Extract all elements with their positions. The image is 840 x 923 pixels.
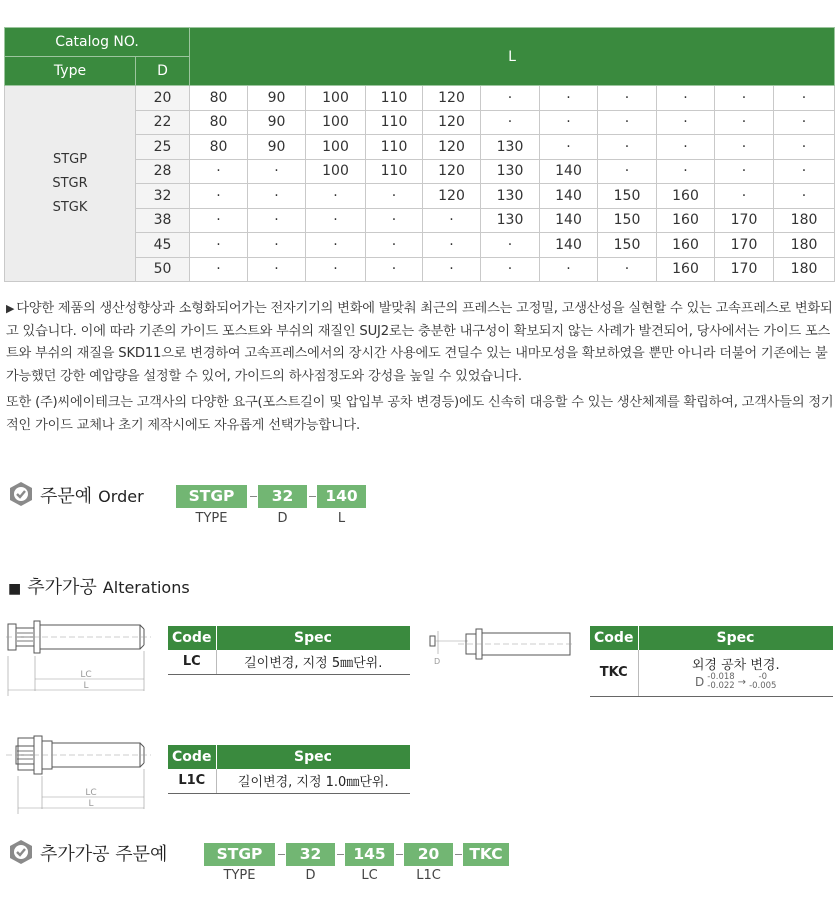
l-value: 130: [481, 208, 540, 233]
d-value: 38: [136, 208, 190, 233]
l-value: 140: [540, 208, 598, 233]
l-value: 120: [423, 86, 481, 111]
l-value: ·: [481, 110, 540, 135]
l-value: ·: [423, 233, 481, 258]
type-label: STGP: [52, 151, 88, 167]
lc-code: LC: [168, 650, 216, 674]
tkc-dim-label: D: [434, 657, 441, 666]
l-value: 160: [657, 257, 715, 282]
l-value: 100: [306, 86, 366, 111]
alterations-title: [8, 573, 190, 599]
l-value: 170: [715, 257, 774, 282]
l-value: ·: [598, 86, 657, 111]
d-value: 20: [136, 86, 190, 111]
l-value: ·: [657, 135, 715, 160]
code-separator: [396, 854, 403, 855]
l-value: 100: [306, 110, 366, 135]
l-value: ·: [715, 135, 774, 160]
l-dim-label: L: [88, 799, 94, 809]
tkc-to-upper: -0: [758, 672, 767, 683]
l-value: 170: [715, 208, 774, 233]
l-value: 110: [366, 86, 423, 111]
l-value: ·: [248, 233, 306, 258]
tkc-spec-cell: [638, 650, 833, 696]
spec-header: Spec: [216, 745, 410, 769]
code-separator: [309, 496, 316, 497]
code-separator: [337, 854, 344, 855]
l-value: 120: [423, 110, 481, 135]
order-caption-type: TYPE: [195, 511, 228, 526]
l-value: ·: [774, 135, 835, 160]
l-value: 180: [774, 208, 835, 233]
l-value: 180: [774, 257, 835, 282]
lc-spec: 길이변경, 지정 5㎜단위.: [216, 650, 410, 674]
l-value: ·: [366, 184, 423, 209]
l-value: ·: [657, 110, 715, 135]
order-code-type: STGP: [176, 485, 247, 508]
type-cell: [5, 86, 136, 282]
l-value: ·: [423, 257, 481, 282]
l-value: 150: [598, 184, 657, 209]
l-value: 120: [423, 184, 481, 209]
alt-order-code-tkc: TKC: [463, 843, 509, 866]
order-title: [40, 482, 144, 508]
tkc-code: TKC: [590, 650, 638, 696]
spec-header: Spec: [638, 626, 833, 650]
l-value: ·: [306, 257, 366, 282]
l-value: 150: [598, 208, 657, 233]
l-value: ·: [481, 233, 540, 258]
order-title-en: Order: [98, 487, 144, 506]
d-value: 25: [136, 135, 190, 160]
alt-order-title: 추가가공 주문예: [40, 844, 168, 865]
l-value: ·: [540, 135, 598, 160]
l-value: ·: [306, 233, 366, 258]
square-bullet-icon: ■: [8, 581, 22, 597]
l-value: 80: [190, 135, 248, 160]
l-value: ·: [540, 257, 598, 282]
d-value: 50: [136, 257, 190, 282]
l-value: ·: [540, 110, 598, 135]
arrow-right-icon: →: [737, 676, 747, 688]
l1c-post-drawing: [6, 734, 158, 816]
l-value: ·: [190, 159, 248, 184]
l-value: ·: [540, 86, 598, 111]
order-code-d: 32: [258, 485, 307, 508]
description-paragraph-2: 또한 (주)씨에이테크는 고객사의 다양한 요구(포스트길이 및 압입부 공차 변경등)에도 신속히 대응할 수 있는 생산체제를 확립하여, 고객사들의 정기적인 가이드 교체나 초기 제작시에도 자유롭게 선택가능합니다.: [6, 395, 834, 433]
l-value: ·: [598, 159, 657, 184]
l-value: ·: [715, 184, 774, 209]
l-value: ·: [306, 184, 366, 209]
lc-dim-label: LC: [80, 670, 92, 680]
l-value: 130: [481, 184, 540, 209]
l-value: ·: [366, 233, 423, 258]
l-value: 90: [248, 86, 306, 111]
tkc-d-label: D: [695, 675, 705, 690]
l-value: ·: [366, 257, 423, 282]
l-value: ·: [190, 208, 248, 233]
l-value: ·: [774, 110, 835, 135]
alt-order-caption-l1c: L1C: [416, 868, 441, 883]
lc-post-drawing: [6, 616, 158, 698]
alt-order-code-type: STGP: [204, 843, 275, 866]
tkc-tolerance: [639, 673, 834, 691]
alt-order-caption-type: TYPE: [223, 868, 256, 883]
lc-dim-label: LC: [85, 788, 97, 798]
l-value: ·: [598, 257, 657, 282]
header-type: Type: [5, 57, 136, 86]
order-title-ko: 주문예: [40, 486, 93, 507]
l-value: 130: [481, 135, 540, 160]
tkc-from-upper: -0.018: [707, 672, 735, 683]
l-value: 140: [540, 233, 598, 258]
spec-header: Spec: [216, 626, 410, 650]
tkc-spec-table: [590, 626, 834, 697]
order-caption-l: L: [337, 511, 346, 526]
alt-order-code-lc: 145: [345, 843, 394, 866]
l-value: ·: [598, 110, 657, 135]
code-header: Code: [168, 745, 216, 769]
l-value: ·: [366, 208, 423, 233]
l-value: ·: [190, 257, 248, 282]
l1c-code: L1C: [168, 769, 216, 793]
l-value: ·: [306, 208, 366, 233]
code-separator: [250, 496, 257, 497]
l-value: ·: [248, 257, 306, 282]
l1c-spec-table: [168, 745, 411, 794]
header-l: L: [190, 28, 835, 86]
l-value: 160: [657, 184, 715, 209]
order-code-l: 140: [317, 485, 366, 508]
tkc-post-drawing: [428, 626, 576, 672]
l-value: ·: [774, 184, 835, 209]
l-value: 80: [190, 86, 248, 111]
code-header: Code: [168, 626, 216, 650]
l-value: ·: [248, 184, 306, 209]
tkc-from-lower: -0.022: [707, 681, 735, 692]
code-header: Code: [590, 626, 638, 650]
l-value: 120: [423, 159, 481, 184]
alt-order-caption-lc: LC: [361, 868, 378, 883]
l-value: 110: [366, 110, 423, 135]
l1c-spec: 길이변경, 지정 1.0㎜단위.: [216, 769, 410, 793]
l-value: 160: [657, 208, 715, 233]
tkc-spec: 외경 공차 변경.: [691, 658, 780, 674]
alt-order-caption-d: D: [305, 868, 316, 883]
header-catalog-no: Catalog NO.: [5, 28, 190, 57]
code-separator: [278, 854, 285, 855]
l-value: 100: [306, 135, 366, 160]
d-value: 22: [136, 110, 190, 135]
l-value: 110: [366, 159, 423, 184]
l-value: ·: [774, 159, 835, 184]
code-separator: [455, 854, 462, 855]
hexagon-check-icon: [8, 839, 34, 865]
l-value: ·: [657, 159, 715, 184]
triangle-bullet-icon: ▶: [6, 302, 15, 315]
alterations-title-ko: 추가가공: [27, 577, 97, 598]
l-value: 140: [540, 184, 598, 209]
d-value: 32: [136, 184, 190, 209]
l-value: ·: [248, 208, 306, 233]
l-value: ·: [481, 86, 540, 111]
type-label: STGK: [52, 199, 88, 215]
lc-spec-table: [168, 626, 411, 675]
l-value: 170: [715, 233, 774, 258]
hexagon-check-icon: [8, 481, 34, 507]
alt-order-code-d: 32: [286, 843, 335, 866]
type-label: STGR: [52, 175, 88, 191]
l-dim-label: L: [83, 681, 89, 691]
l-value: 150: [598, 233, 657, 258]
l-value: ·: [774, 86, 835, 111]
l-value: ·: [657, 86, 715, 111]
l-value: ·: [190, 233, 248, 258]
order-caption-d: D: [277, 511, 288, 526]
description-text: 다양한 제품의 생산성향상과 소형화되어가는 전자기기의 변화에 발맞춰 최근의 프레스는 고정밀, 고생산성을 실현할 수 있는 고속프레스로 변화되고 있습니다. 이에 따라 기존의 가이드 포스트와 부쉬의 재질인 SUJ2로는 충분한 내구성이 확보되지 않는 사례가 발견되어, 당사에서는 가이드 포스트와 부쉬의 재질을 SKD11으로 변경하여 고속프레스에서의 장시간 사용에도 견딜수 있는 내마모성을 확보하였을 뿐만 아니라 더불어 기존에는 불가능했던 강한 예압량을 설정할 수 있어, 가이드의 하사점정도와 강성을 높일 수 있었습니다.: [6, 301, 833, 384]
l-value: 80: [190, 110, 248, 135]
l-value: 90: [248, 135, 306, 160]
l-value: 110: [366, 135, 423, 160]
l-value: 100: [306, 159, 366, 184]
l-value: ·: [715, 159, 774, 184]
spec-table: [4, 27, 835, 282]
l-value: ·: [481, 257, 540, 282]
l-value: 90: [248, 110, 306, 135]
header-d: D: [136, 57, 190, 86]
description-paragraph: [6, 298, 834, 388]
l-value: 180: [774, 233, 835, 258]
l-value: ·: [248, 159, 306, 184]
l-value: 130: [481, 159, 540, 184]
l-value: ·: [598, 135, 657, 160]
l-value: 140: [540, 159, 598, 184]
l-value: ·: [715, 110, 774, 135]
l-value: ·: [715, 86, 774, 111]
l-value: 160: [657, 233, 715, 258]
tkc-from-tolerance: [707, 673, 734, 691]
table-row: [5, 86, 835, 111]
alt-order-code-l1c: 20: [404, 843, 453, 866]
tkc-to-lower: -0.005: [749, 681, 777, 692]
d-value: 28: [136, 159, 190, 184]
alterations-title-en: Alterations: [102, 578, 190, 597]
d-value: 45: [136, 233, 190, 258]
l-value: ·: [190, 184, 248, 209]
l-value: 120: [423, 135, 481, 160]
tkc-to-tolerance: [749, 673, 776, 691]
l-value: ·: [423, 208, 481, 233]
